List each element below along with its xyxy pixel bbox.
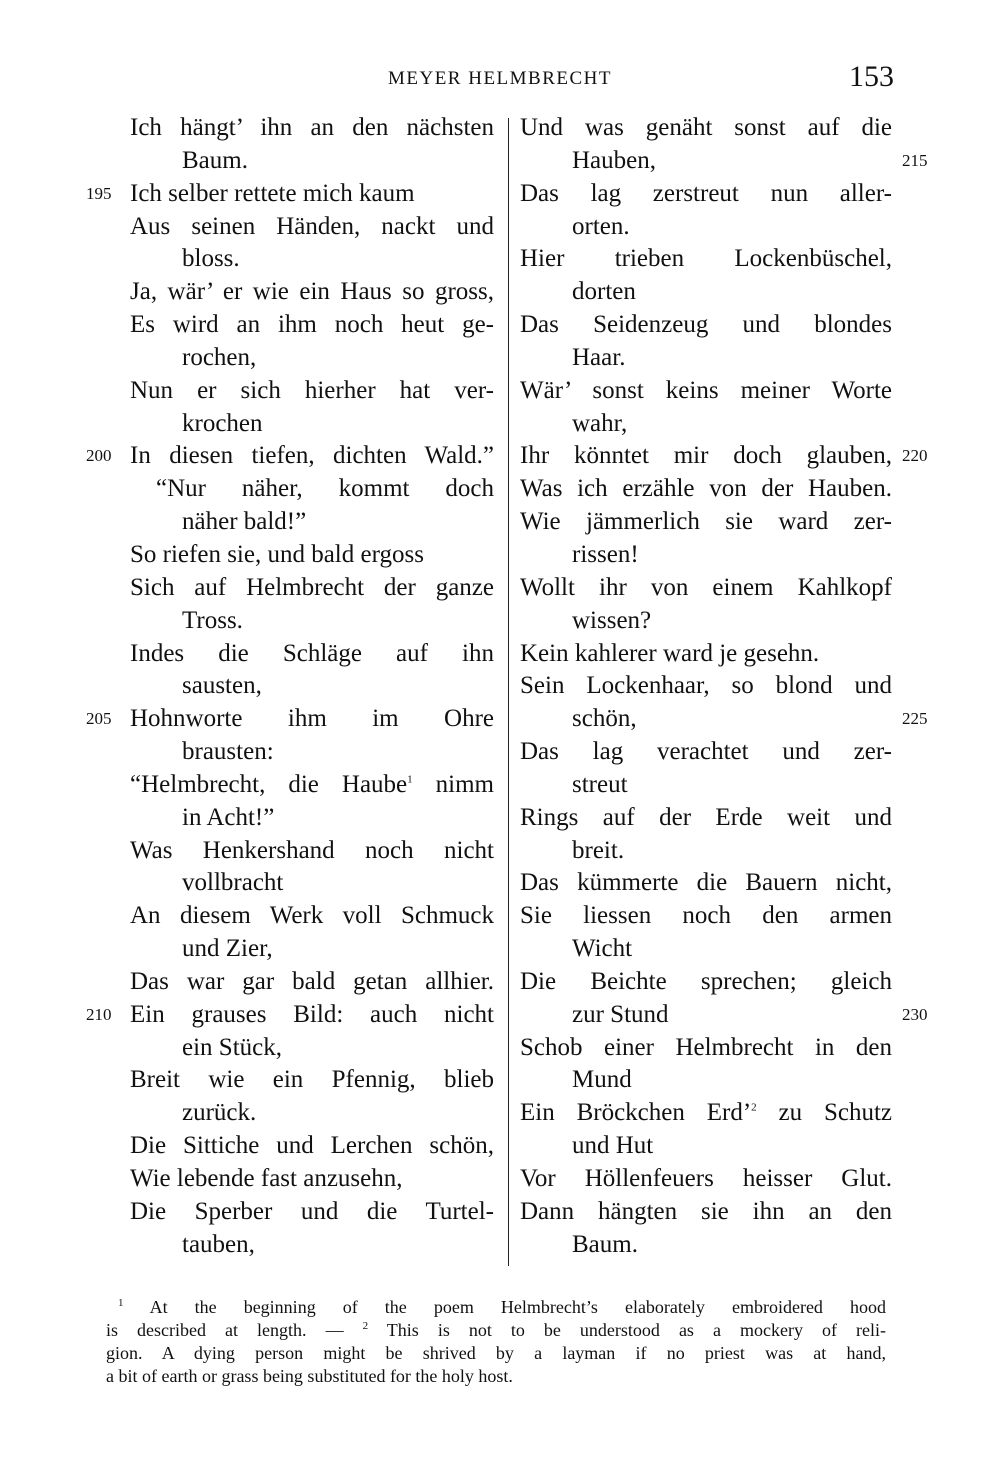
verse-line (520, 769, 892, 802)
footnote-text: At the beginning of the poem Helmbrecht’s elaborately embroidered hood (149, 1297, 886, 1317)
verse-line (520, 112, 892, 145)
verse-line (520, 999, 928, 1032)
verse-text: Das Seidenzeug und blondes (520, 311, 892, 339)
verse-text: Ein grauses Bild: auch nicht (130, 1000, 494, 1028)
verse-text: An diesem Werk voll Schmuck (130, 902, 494, 930)
verse-line (520, 342, 892, 375)
verse-line (86, 703, 494, 736)
verse-line (520, 900, 892, 933)
verse-text: Das lag zerstreut nun aller- (520, 179, 892, 207)
verse-text: Dann hängten sie ihn an den (520, 1197, 892, 1225)
verse-text: Wicht (572, 935, 633, 963)
verse-text: Die Sperber und die Turtel- (130, 1197, 494, 1225)
verse-text: Ich hängt’ ihn an den nächsten (130, 114, 494, 141)
verse-text: tauben, (182, 1230, 255, 1258)
verse-line (520, 1097, 892, 1130)
footnote-text: gion. A dying person might be shrived by a layman if no priest was at hand, (106, 1343, 886, 1363)
verse-text: Was ich erzähle von der Hauben. (520, 475, 892, 503)
verse-text: Und was genäht sonst auf die (520, 114, 892, 141)
verse-line (130, 243, 494, 276)
verse-line (130, 1130, 494, 1163)
verse-line (130, 1163, 494, 1196)
verse-text: Ich selber rettete mich kaum (130, 179, 415, 207)
left-verse-column (86, 112, 494, 1262)
verse-text: Sie liessen noch den armen (520, 902, 892, 930)
verse-line (520, 440, 928, 473)
footnote-line (106, 1319, 886, 1342)
verse-text: Wie lebende fast anzusehn, (130, 1165, 403, 1192)
line-number: 200 (86, 446, 112, 466)
verse-text: wissen? (572, 606, 652, 634)
verse-text: Breit wie ein Pfennig, blieb (130, 1066, 494, 1094)
verse-line (86, 440, 494, 473)
verse-text: Tross. (182, 606, 243, 634)
verse-text: Hohnworte ihm im Ohre (130, 705, 494, 733)
verse-text: “Helmbrecht, die Haube$^1$ nimm (130, 770, 494, 798)
verse-line (520, 1163, 892, 1196)
verse-text: In diesen tiefen, dichten Wald.” (130, 442, 494, 470)
line-number: 210 (86, 1004, 112, 1024)
line-number: 230 (902, 1004, 928, 1024)
verse-text: Sich auf Helmbrecht der ganze (130, 573, 494, 601)
footnote-marker: 2 (362, 1320, 369, 1332)
verse-text: Vor Höllenfeuers heisser Glut. (520, 1165, 892, 1192)
verse-text: Wie jämmerlich sie ward zer- (520, 508, 892, 536)
line-number: 205 (86, 709, 112, 729)
verse-text: Was Henkershand noch nicht (130, 836, 494, 864)
verse-line (130, 375, 494, 408)
verse-line (520, 1196, 892, 1229)
line-number: 220 (902, 446, 928, 466)
verse-text: Hier trieben Lockenbüschel, (520, 245, 892, 273)
verse-line (520, 1032, 892, 1065)
verse-line (130, 145, 494, 178)
verse-line (520, 802, 892, 835)
verse-text: breit. (572, 836, 625, 864)
footnote-line (106, 1342, 886, 1365)
footnote-reference: 1 (407, 773, 413, 786)
verse-text: Das lag verachtet und zer- (520, 738, 892, 766)
verse-line (130, 638, 494, 671)
verse-text: und Hut (572, 1132, 654, 1160)
verse-line (130, 605, 494, 638)
verse-text: Kein kahlerer ward je gesehn. (520, 639, 820, 667)
verse-line (86, 178, 494, 211)
verse-text: Haar. (572, 343, 626, 371)
verse-text: Schob einer Helmbrecht in den (520, 1033, 892, 1061)
verse-text: Ein Bröckchen Erd’$^2$ zu Schutz (520, 1099, 892, 1127)
verse-line (130, 736, 494, 769)
footnote-line (106, 1296, 886, 1319)
verse-line (520, 408, 892, 441)
verse-line (130, 769, 494, 802)
verse-text: streut (572, 770, 628, 798)
verse-line (130, 572, 494, 605)
footnote-text: This is not to be understood as a mockery of reli- (368, 1320, 886, 1340)
verse-line (520, 736, 892, 769)
verse-text: Nun er sich hierher hat ver- (130, 376, 494, 404)
verse-line (520, 539, 892, 572)
verse-line (130, 309, 494, 342)
verse-line (520, 1130, 892, 1163)
verse-text: Die Sittiche und Lerchen schön, (130, 1132, 494, 1160)
verse-line (520, 867, 892, 900)
verse-line (520, 933, 892, 966)
verse-text: in Acht!” (182, 803, 275, 831)
verse-line (130, 1064, 494, 1097)
verse-line (130, 1196, 494, 1229)
verse-text: rissen! (572, 540, 639, 568)
running-header-title: MEYER HELMBRECHT (387, 68, 613, 89)
verse-line (130, 1097, 494, 1130)
verse-text: brausten: (182, 738, 274, 766)
verse-line (520, 1064, 892, 1097)
verse-line (520, 572, 892, 605)
page-number: 153 (849, 60, 894, 93)
verse-line (130, 408, 494, 441)
verse-text: wahr, (572, 409, 628, 437)
verse-text: Wär’ sonst keins meiner Worte (520, 376, 892, 404)
verse-text: Rings auf der Erde weit und (520, 803, 892, 831)
verse-text: vollbracht (182, 869, 284, 897)
line-number: 195 (86, 183, 112, 203)
verse-text: Sein Lockenhaar, so blond und (520, 672, 892, 700)
column-divider (508, 118, 509, 1266)
footnote-marker: 1 (118, 1297, 124, 1309)
footnotes (106, 1296, 886, 1388)
verse-line (130, 539, 494, 572)
verse-text: bloss. (182, 245, 240, 273)
line-number: 215 (902, 150, 928, 170)
verse-line (520, 835, 892, 868)
verse-line (86, 999, 494, 1032)
verse-text: Die Beichte sprechen; gleich (520, 967, 892, 995)
verse-text: Ihr könntet mir doch glauben, (520, 442, 892, 470)
verse-text: Baum. (182, 146, 248, 174)
verse-line (130, 276, 494, 309)
verse-text: krochen (182, 409, 263, 437)
footnote-line (106, 1365, 886, 1388)
verse-text: zur Stund (572, 1000, 669, 1028)
verse-text: ein Stück, (182, 1033, 282, 1061)
verse-text: zurück. (182, 1099, 257, 1127)
verse-line (520, 375, 892, 408)
verse-text: dorten (572, 278, 636, 306)
verse-line (130, 1032, 494, 1065)
verse-line (520, 243, 892, 276)
verse-line (520, 966, 892, 999)
verse-line (130, 966, 494, 999)
footnote-text: a bit of earth or grass being substituted for the holy host. (106, 1366, 513, 1386)
verse-line (130, 342, 494, 375)
verse-text: Mund (572, 1066, 632, 1094)
verse-text: Das war gar bald getan allhier. (130, 967, 494, 995)
verse-line (130, 506, 494, 539)
right-verse-column (520, 112, 928, 1262)
verse-text: Es wird an ihm noch heut ge- (130, 311, 494, 339)
verse-line (130, 473, 494, 506)
verse-line (130, 933, 494, 966)
footnote-text: is described at length. — (106, 1320, 363, 1340)
verse-line (130, 112, 494, 145)
verse-text: Wollt ihr von einem Kahlkopf (520, 573, 892, 601)
verse-text: sausten, (182, 672, 262, 700)
verse-text: orten. (572, 212, 630, 240)
verse-text: Baum. (572, 1230, 638, 1258)
verse-line (130, 867, 494, 900)
verse-text: Indes die Schläge auf ihn (130, 639, 494, 667)
verse-line (520, 309, 892, 342)
verse-line (520, 211, 892, 244)
verse-line (520, 670, 892, 703)
verse-line (520, 276, 892, 309)
verse-text: näher bald!” (182, 508, 307, 536)
verse-line (520, 1229, 892, 1262)
verse-text: Das kümmerte die Bauern nicht, (520, 869, 892, 897)
verse-text: und Zier, (182, 935, 273, 963)
verse-text: Aus seinen Händen, nackt und (130, 212, 494, 240)
footnote-reference: 2 (751, 1101, 757, 1114)
verse-line (130, 900, 494, 933)
verse-line (520, 506, 892, 539)
verse-line (130, 802, 494, 835)
verse-line (520, 178, 892, 211)
verse-text: schön, (572, 705, 637, 733)
verse-line (130, 1229, 494, 1262)
verse-line (520, 473, 892, 506)
verse-line (520, 703, 928, 736)
line-number: 225 (902, 709, 928, 729)
verse-line (520, 638, 892, 671)
verse-text: So riefen sie, und bald ergoss (130, 540, 424, 568)
verse-text: Hauben, (572, 146, 656, 174)
verse-text: Ja, wär’ er wie ein Haus so gross, (130, 278, 494, 306)
verse-line (130, 835, 494, 868)
verse-text: rochen, (182, 343, 257, 371)
verse-text: “Nur näher, kommt doch (156, 475, 494, 503)
verse-line (520, 605, 892, 638)
verse-line (520, 145, 928, 178)
verse-line (130, 211, 494, 244)
verse-line (130, 670, 494, 703)
